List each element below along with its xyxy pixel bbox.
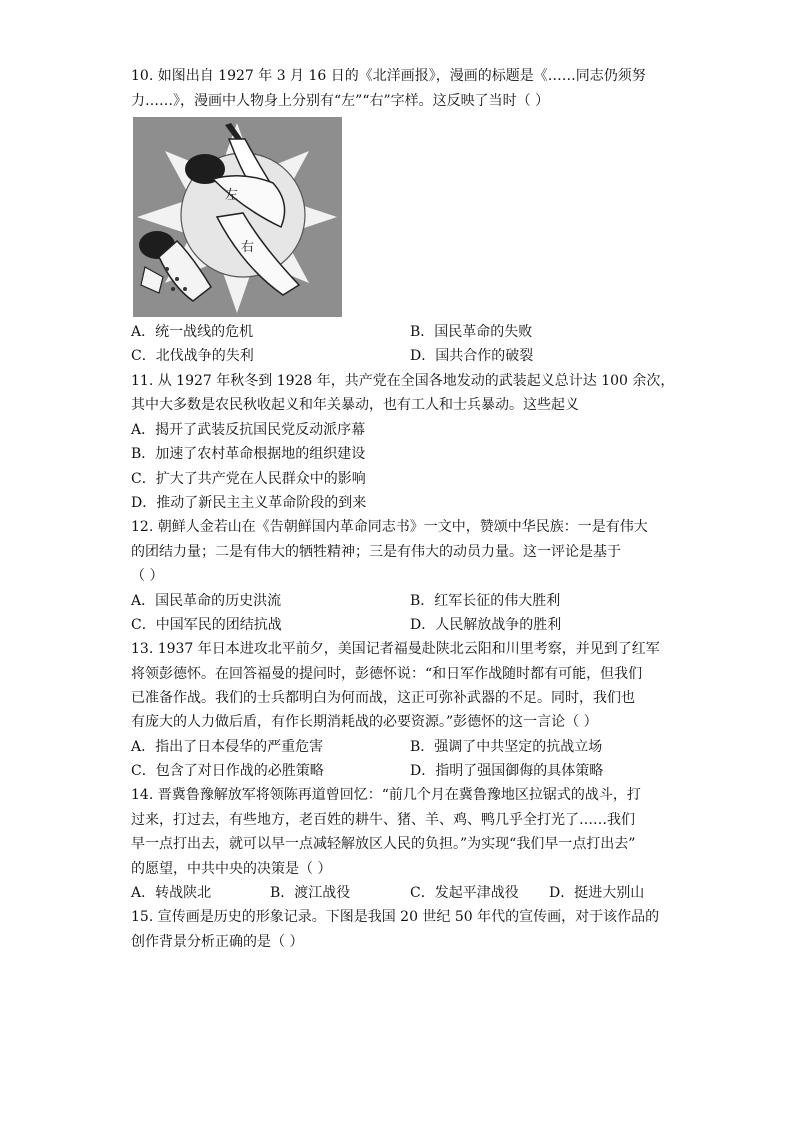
q15-stem-line-1: 15. 宣传画是历史的形象记录。下图是我国 20 世纪 50 年代的宣传画，对于该作品的 <box>131 909 660 925</box>
q10-stem-line-2: 力……》，漫画中人物身上分别有“左”“右”字样。这反映了当时（ ） <box>131 93 550 109</box>
q13-stem-line-3: 已准备作战。我们的士兵都明白为何而战，这正可弥补武器的不足。同时，我们也 <box>131 690 635 706</box>
q11-option-d[interactable]: D．推动了新民主主义革命阶段的到来 <box>131 495 367 511</box>
q12-option-c[interactable]: C．中国军民的团结抗战 <box>131 617 282 633</box>
q10-option-b[interactable]: B．国民革命的失败 <box>410 324 533 340</box>
q14-option-a[interactable]: A．转战陕北 <box>131 885 212 901</box>
q14-stem-line-2: 过来，打过去，有些地方，老百姓的耕牛、猪、羊、鸡、鸭几乎全打光了……我们 <box>131 812 635 828</box>
q11-option-a[interactable]: A．揭开了武装反抗国民党反动派序幕 <box>131 422 366 438</box>
q14-stem-line-1: 14. 晋冀鲁豫解放军将领陈再道曾回忆：“前几个月在冀鲁豫地区拉锯式的战斗，打 <box>131 787 641 803</box>
q13-option-c[interactable]: C．包含了对日作战的必胜策略 <box>131 763 324 779</box>
q14-option-b[interactable]: B．渡江战役 <box>270 885 351 901</box>
q13-stem-line-1: 13. 1937 年日本进攻北平前夕，美国记者福曼赴陕北云阳和川里考察，并见到了红军 <box>131 641 660 657</box>
q10-option-a[interactable]: A．统一战线的危机 <box>131 324 254 340</box>
q15-stem-line-2: 创作背景分析正确的是（ ） <box>131 934 304 950</box>
q13-option-d[interactable]: D．指明了强国御侮的具体策略 <box>410 763 604 779</box>
cartoon-figure <box>133 117 342 317</box>
figure-label-right: 右 <box>241 240 255 255</box>
q10-option-c[interactable]: C．北伐战争的失利 <box>131 348 254 364</box>
q14-stem-line-4: 的愿望，中共中央的决策是（ ） <box>131 861 332 877</box>
q14-stem-line-3: 早一点打出去，就可以早一点减轻解放区人民的负担。”为实现“我们早一点打出去” <box>131 836 636 852</box>
q10-stem-line-1: 10. 如图出自 1927 年 3 月 16 日的《北洋画报》，漫画的标题是《……同志仍须努 <box>131 68 646 84</box>
q12-stem-line-3: （ ） <box>131 568 164 584</box>
q14-option-c[interactable]: C．发起平津战役 <box>410 885 519 901</box>
q13-option-a[interactable]: A．指出了日本侵华的严重危害 <box>131 739 324 755</box>
q12-stem-line-1: 12. 朝鲜人金若山在《告朝鲜国内革命同志书》一文中，赞颂中华民族：一是有伟大 <box>131 519 648 535</box>
q12-option-a[interactable]: A．国民革命的历史洪流 <box>131 593 282 609</box>
q12-stem-line-2: 的团结力量；二是有伟大的牺牲精神；三是有伟大的动员力量。这一评论是基于 <box>131 544 621 560</box>
q10-option-d[interactable]: D．国共合作的破裂 <box>410 348 534 364</box>
q13-stem-line-4: 有庞大的人力做后盾，有作长期消耗战的必要资源。”彭德怀的这一言论（ ） <box>131 714 598 730</box>
cartoon-illustration <box>133 117 342 317</box>
q13-stem-line-2: 将领彭德怀。在回答福曼的提问时，彭德怀说：“和日军作战随时都有可能，但我们 <box>131 666 643 682</box>
q13-option-b[interactable]: B．强调了中共坚定的抗战立场 <box>410 739 603 755</box>
q11-option-b[interactable]: B．加速了农村革命根据地的组织建设 <box>131 446 366 462</box>
q12-option-d[interactable]: D．人民解放战争的胜利 <box>410 617 562 633</box>
q14-option-d[interactable]: D．挺进大别山 <box>549 885 645 901</box>
q11-option-c[interactable]: C．扩大了共产党在人民群众中的影响 <box>131 471 366 487</box>
q12-option-b[interactable]: B．红军长征的伟大胜利 <box>410 593 561 609</box>
q11-stem-line-1: 11. 从 1927 年秋冬到 1928 年，共产党在全国各地发动的武装起义总计达 100 余次， <box>131 373 675 389</box>
q11-stem-line-2: 其中大多数是农民秋收起义和年关暴动，也有工人和士兵暴动。这些起义 <box>131 397 579 413</box>
figure-label-left: 左 <box>225 188 239 203</box>
